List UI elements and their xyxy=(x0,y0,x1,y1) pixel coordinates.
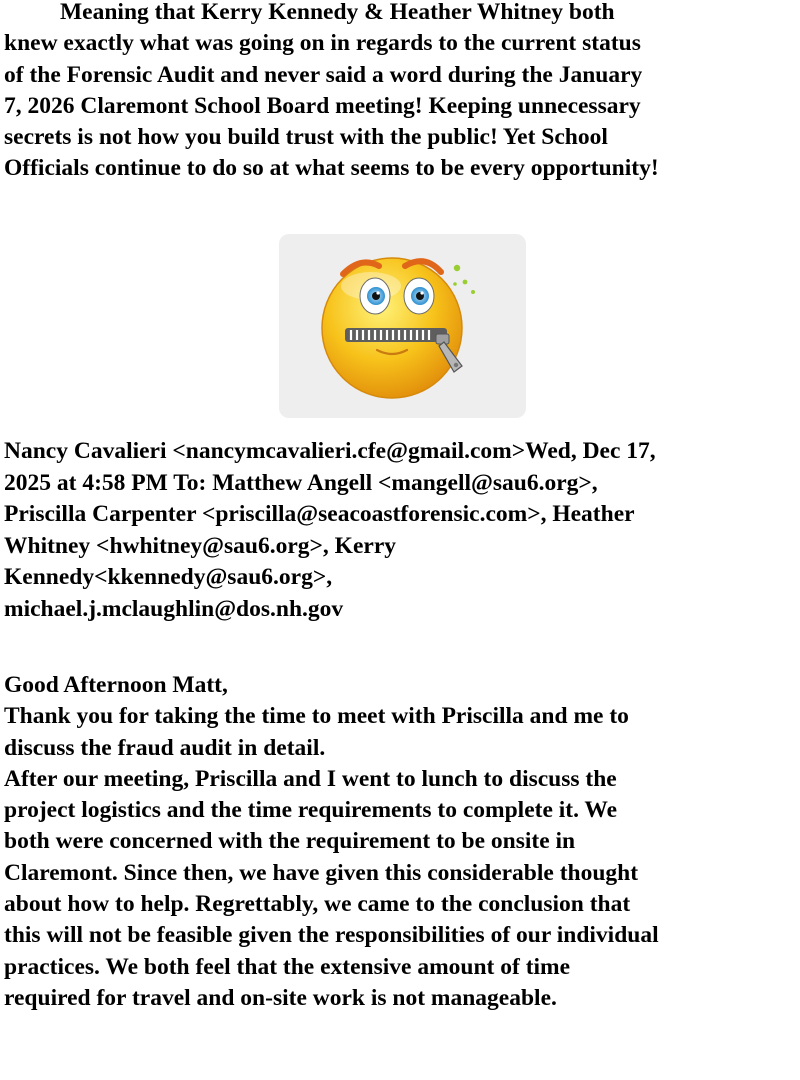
intro-line: Meaning that Kerry Kennedy & Heather Whitney both xyxy=(60,0,615,25)
email-header-line: Nancy Cavalieri <nancymcavalieri.cfe@gmail.com>Wed, Dec 17, xyxy=(4,438,656,464)
zipped-mouth-emoji-image xyxy=(279,234,526,418)
email-header-line: 2025 at 4:58 PM To: Matthew Angell <mangell@sau6.org>, xyxy=(4,469,598,496)
email-body-line: both were concerned with the requirement to be onsite in xyxy=(4,828,576,855)
email-body-line: discuss the fraud audit in detail. xyxy=(4,734,326,761)
intro-line: secrets is not how you build trust with the public! Yet School xyxy=(4,124,608,151)
intro-line: of the Forensic Audit and never said a word during the January xyxy=(4,61,643,88)
intro-line: Officials continue to do so at what seems to be every opportunity! xyxy=(4,155,659,182)
email-body xyxy=(4,670,800,1014)
email-body-line: about how to help. Regrettably, we came to the conclusion that xyxy=(4,891,631,918)
email-header-line: Priscilla Carpenter <priscilla@seacoastforensic.com>, Heather xyxy=(4,501,635,528)
intro-line: 7, 2026 Claremont School Board meeting! Keeping unnecessary xyxy=(4,92,641,119)
email-header-line: michael.j.mclaughlin@dos.nh.gov xyxy=(4,595,344,622)
email-body-line: this will not be feasible given the responsibilities of our individual xyxy=(4,922,659,949)
email-header-line: Kennedy<kkennedy@sau6.org>, xyxy=(4,564,333,591)
email-body-line: required for travel and on-site work is not manageable. xyxy=(4,984,557,1011)
email-body-line: Good Afternoon Matt, xyxy=(4,672,228,698)
email-body-line: After our meeting, Priscilla and I went to lunch to discuss the xyxy=(4,765,617,792)
zipped-mouth-emoji-icon xyxy=(279,234,526,418)
email-body-line: project logistics and the time requirements to complete it. We xyxy=(4,797,618,824)
email-header xyxy=(4,436,800,626)
intro-paragraph xyxy=(4,0,800,185)
intro-line: knew exactly what was going on in regards to the current status xyxy=(4,30,641,57)
email-body-line: Thank you for taking the time to meet with Priscilla and me to xyxy=(4,703,629,730)
email-header-line: Whitney <hwhitney@sau6.org>, Kerry xyxy=(4,532,396,559)
email-body-line: practices. We both feel that the extensive amount of time xyxy=(4,953,571,980)
email-body-line: Claremont. Since then, we have given this considerable thought xyxy=(4,859,639,886)
